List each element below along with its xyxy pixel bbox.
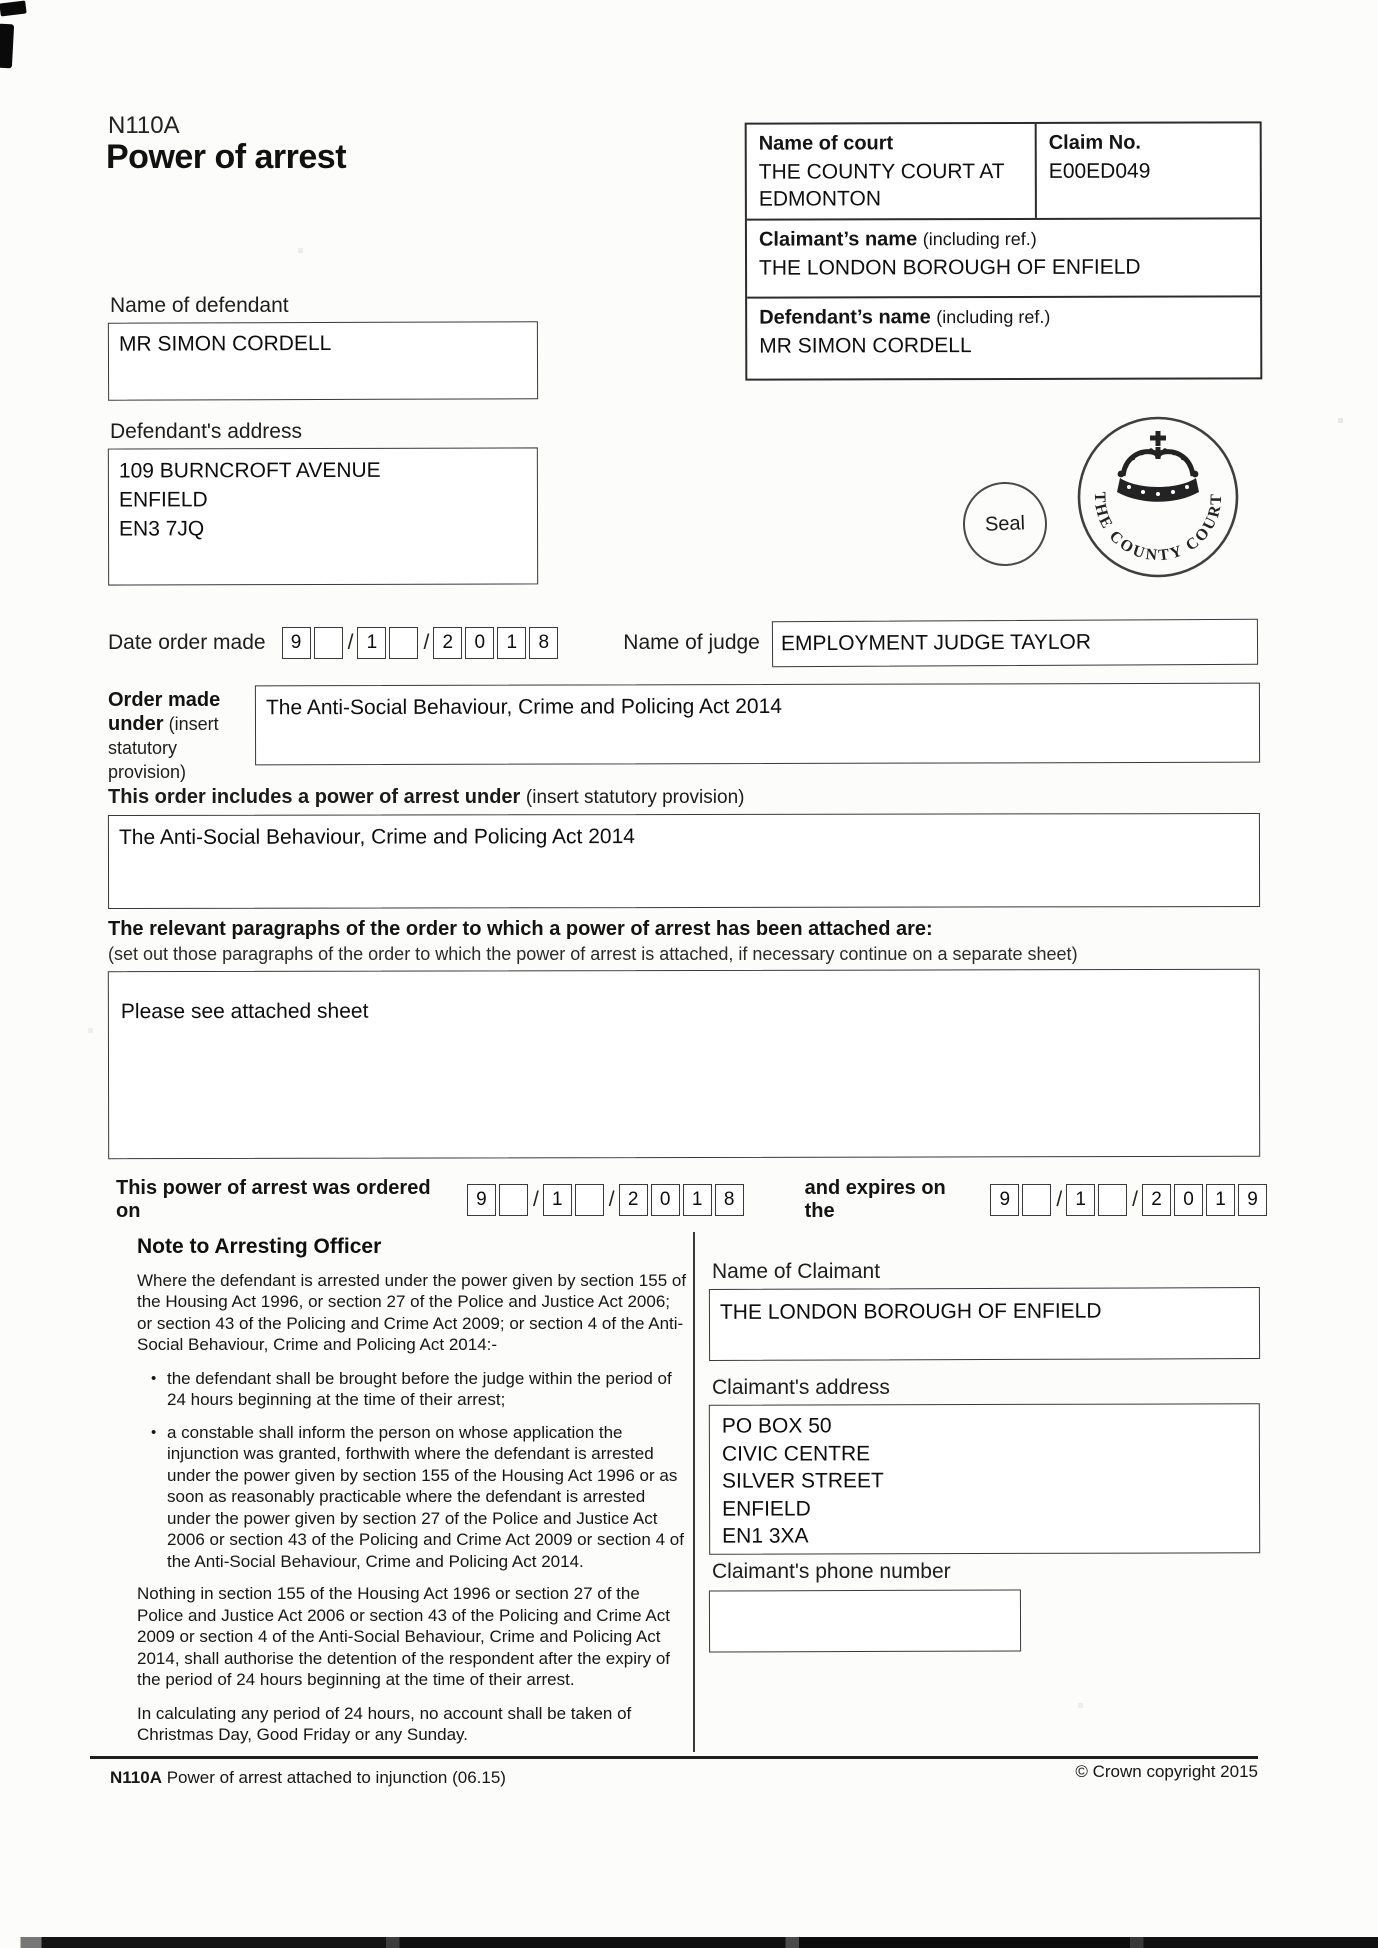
name-of-claimant-label: Name of Claimant (712, 1260, 881, 1283)
name-of-defendant-value: MR SIMON CORDELL (118, 331, 332, 356)
date-separator: / (1056, 1188, 1063, 1211)
form-code: N110A (108, 112, 180, 139)
note-bullet (151, 1368, 689, 1411)
crown-icon (1117, 431, 1199, 502)
claim-no-cell (1037, 123, 1260, 218)
date-cell: 2 (619, 1184, 648, 1216)
defendant-name-label: Defendant’s name (including ref.) (759, 306, 1051, 329)
date-cell: 0 (651, 1184, 680, 1216)
scan-edge-bar (0, 1937, 1378, 1948)
date-cell: 9 (282, 627, 311, 659)
order-made-under-box (255, 683, 1260, 766)
defendant-address-box (108, 447, 538, 585)
defendant-name-row (747, 297, 1260, 378)
claimant-name-value: THE LONDON BOROUGH OF ENFIELD (759, 255, 1141, 280)
date-cell: 2 (1142, 1184, 1171, 1216)
date-cell: 1 (357, 627, 386, 659)
date-cell: 0 (465, 627, 494, 659)
relevant-paragraphs-heading: The relevant paragraphs of the order to which a power of arrest has been attached are: (108, 918, 933, 940)
date-cell: 1 (1066, 1184, 1095, 1216)
date-cell (1098, 1184, 1127, 1216)
claimant-phone-label: Claimant's phone number (712, 1560, 951, 1583)
date-cell: 0 (1174, 1184, 1203, 1216)
name-of-court-label: Name of court (758, 132, 894, 155)
claim-no-value: E00ED049 (1048, 159, 1151, 183)
name-of-judge-value: EMPLOYMENT JUDGE TAYLOR (780, 630, 1091, 656)
note-intro: Where the defendant is arrested under the power given by section 155 of the Housing Act 1996, or section 27 of the Police and Justice Act 2006; or section 43 of the Policing and Crime Act 2009; or section 4 of the Anti-Social Behaviour, Crime and Policing Act 2014:- (137, 1270, 687, 1354)
date-cell (499, 1184, 528, 1216)
relevant-paragraphs-box (108, 969, 1260, 1159)
date-separator: / (608, 1188, 615, 1211)
date-cell: 9 (990, 1184, 1019, 1216)
scan-noise (0, 0, 1, 1)
date-separator: / (347, 631, 354, 654)
includes-poa-box (108, 813, 1260, 909)
ordered-expires-row (116, 1177, 1270, 1222)
claimant-address-box (709, 1403, 1260, 1554)
claimant-name-label: Claimant’s name (including ref.) (758, 228, 1037, 251)
statutory-provision-hint: (insert statutory provision) (525, 787, 745, 808)
defendant-name-value: MR SIMON CORDELL (759, 334, 972, 358)
date-order-made-row (108, 618, 1258, 668)
statutory-provision-hint: (insert statutory provision) (108, 714, 219, 782)
svg-text:THE COUNTY COURT (1091, 492, 1225, 565)
order-made-under-value: The Anti-Social Behaviour, Crime and Policing Act 2014 (265, 694, 782, 720)
address-line: ENFIELD (722, 1496, 811, 1521)
note-bullet-list (151, 1368, 689, 1573)
date-cell: 1 (1206, 1184, 1235, 1216)
note-paragraph: In calculating any period of 24 hours, no account shall be taken of Christmas Day, Good Friday or any Sunday. (137, 1703, 632, 1744)
name-of-defendant-box (108, 321, 538, 401)
date-order-made-boxes (282, 627, 562, 659)
expires-on-boxes (990, 1184, 1270, 1216)
note-bullet (151, 1422, 689, 1573)
scan-artifact (0, 24, 14, 69)
name-of-claimant-value: THE LONDON BOROUGH OF ENFIELD (719, 1299, 1102, 1324)
claimant-address-label: Claimant's address (712, 1376, 890, 1399)
address-line: EN1 3XA (722, 1524, 809, 1548)
date-separator: / (423, 631, 430, 654)
date-cell: 1 (543, 1184, 572, 1216)
seal-placeholder-label: Seal (984, 511, 1026, 536)
name-of-court-value: THE COUNTY COURT AT EDMONTON (758, 159, 1005, 211)
date-cell (1022, 1184, 1051, 1216)
name-of-court-cell (747, 124, 1037, 219)
date-cell: 8 (715, 1184, 744, 1216)
claimant-phone-value (710, 1590, 1020, 1601)
date-separator: / (1132, 1188, 1138, 1211)
including-ref-hint: (including ref.) (922, 228, 1037, 250)
claimant-phone-box (709, 1589, 1021, 1652)
column-divider (693, 1232, 695, 1752)
date-separator: / (532, 1188, 539, 1211)
date-cell (314, 627, 343, 659)
name-of-claimant-box (709, 1287, 1260, 1361)
name-of-judge-box (772, 619, 1258, 668)
note-heading: Note to Arresting Officer (137, 1235, 382, 1258)
relevant-paragraphs-value: Please see attached sheet (120, 999, 369, 1024)
note-to-arresting-officer (137, 1236, 689, 1758)
footer-rule (90, 1756, 1258, 1759)
date-cell: 8 (529, 627, 558, 659)
defendant-address-label: Defendant's address (110, 420, 302, 443)
scan-artifact (0, 0, 27, 16)
seal-stamp-text: THE COUNTY COURT (1090, 491, 1226, 565)
claimant-name-row (747, 219, 1260, 298)
page-title: Power of arrest (106, 138, 347, 176)
note-bullet-text: a constable shall inform the person on whose application the injunction was granted, forthwith where the defendant is arrested under the power given by section 155 of the Housing Act 1996 or as soon as reasonably practicable where the defendant is arrested under the power given by section 27 of the Police and Justice Act 2006 or section 43 of the Policing and Crime Act 2009 or section 4 of the Anti-Social Behaviour, Crime and Policing Act 2014. (167, 1422, 684, 1571)
address-line: ENFIELD (118, 488, 208, 512)
seal-stamp-graphic (1073, 412, 1243, 582)
address-line: SILVER STREET (721, 1469, 884, 1493)
name-of-defendant-label: Name of defendant (110, 294, 289, 317)
date-cell: 9 (1238, 1184, 1267, 1216)
date-cell (575, 1184, 604, 1216)
date-cell: 1 (683, 1184, 712, 1216)
date-order-made-label: Date order made (108, 631, 266, 654)
order-made-under-label: Order made under (insert statutory provision) (108, 689, 221, 782)
date-cell: 9 (467, 1184, 496, 1216)
includes-poa-heading: This order includes a power of arrest under (insert statutory provision) (108, 786, 745, 808)
including-ref-hint: (including ref.) (936, 306, 1051, 328)
court-row (747, 123, 1260, 220)
includes-poa-value: The Anti-Social Behaviour, Crime and Policing Act 2014 (118, 825, 635, 849)
address-line: PO BOX 50 (721, 1414, 832, 1438)
claim-no-label: Claim No. (1048, 131, 1141, 154)
note-bullet-text: the defendant shall be brought before the judge within the period of 24 hours beginning at the time of their arrest; (167, 1368, 672, 1409)
address-line: 109 BURNCROFT AVENUE (118, 458, 381, 483)
relevant-paragraphs-hint: (set out those paragraphs of the order to which the power of arrest is attached, if necessary continue on a separate sheet) (108, 944, 1078, 964)
county-court-seal-stamp (1073, 412, 1243, 582)
ordered-on-boxes (467, 1184, 747, 1216)
date-cell (389, 627, 418, 659)
footer-form-reference: N110A Power of arrest attached to injunction (06.15) (110, 1768, 506, 1787)
expires-on-label: and expires on the (804, 1177, 946, 1222)
bullet-marker: • (151, 1423, 157, 1441)
ordered-on-label: This power of arrest was ordered on (116, 1177, 431, 1222)
date-cell: 1 (497, 627, 526, 659)
bullet-marker: • (151, 1369, 157, 1387)
address-line: CIVIC CENTRE (721, 1441, 871, 1466)
seal-placeholder-circle (962, 481, 1049, 568)
date-cell: 2 (433, 627, 462, 659)
name-of-judge-label: Name of judge (623, 631, 760, 654)
crown-copyright: © Crown copyright 2015 (1075, 1762, 1258, 1781)
address-line: EN3 7JQ (119, 517, 205, 541)
court-info-table (745, 121, 1263, 380)
note-paragraph: Nothing in section 155 of the Housing Act 1996 or section 27 of the Police and Justice Act 2006 or section 43 of the Policing and Crime Act 2009 or section 4 of the Anti-Social Behaviour, Crime and Policing Act 2014, shall authorise the detention of the respondent after the expiry of the period of 24 hours beginning at the time of their arrest. (137, 1584, 671, 1689)
